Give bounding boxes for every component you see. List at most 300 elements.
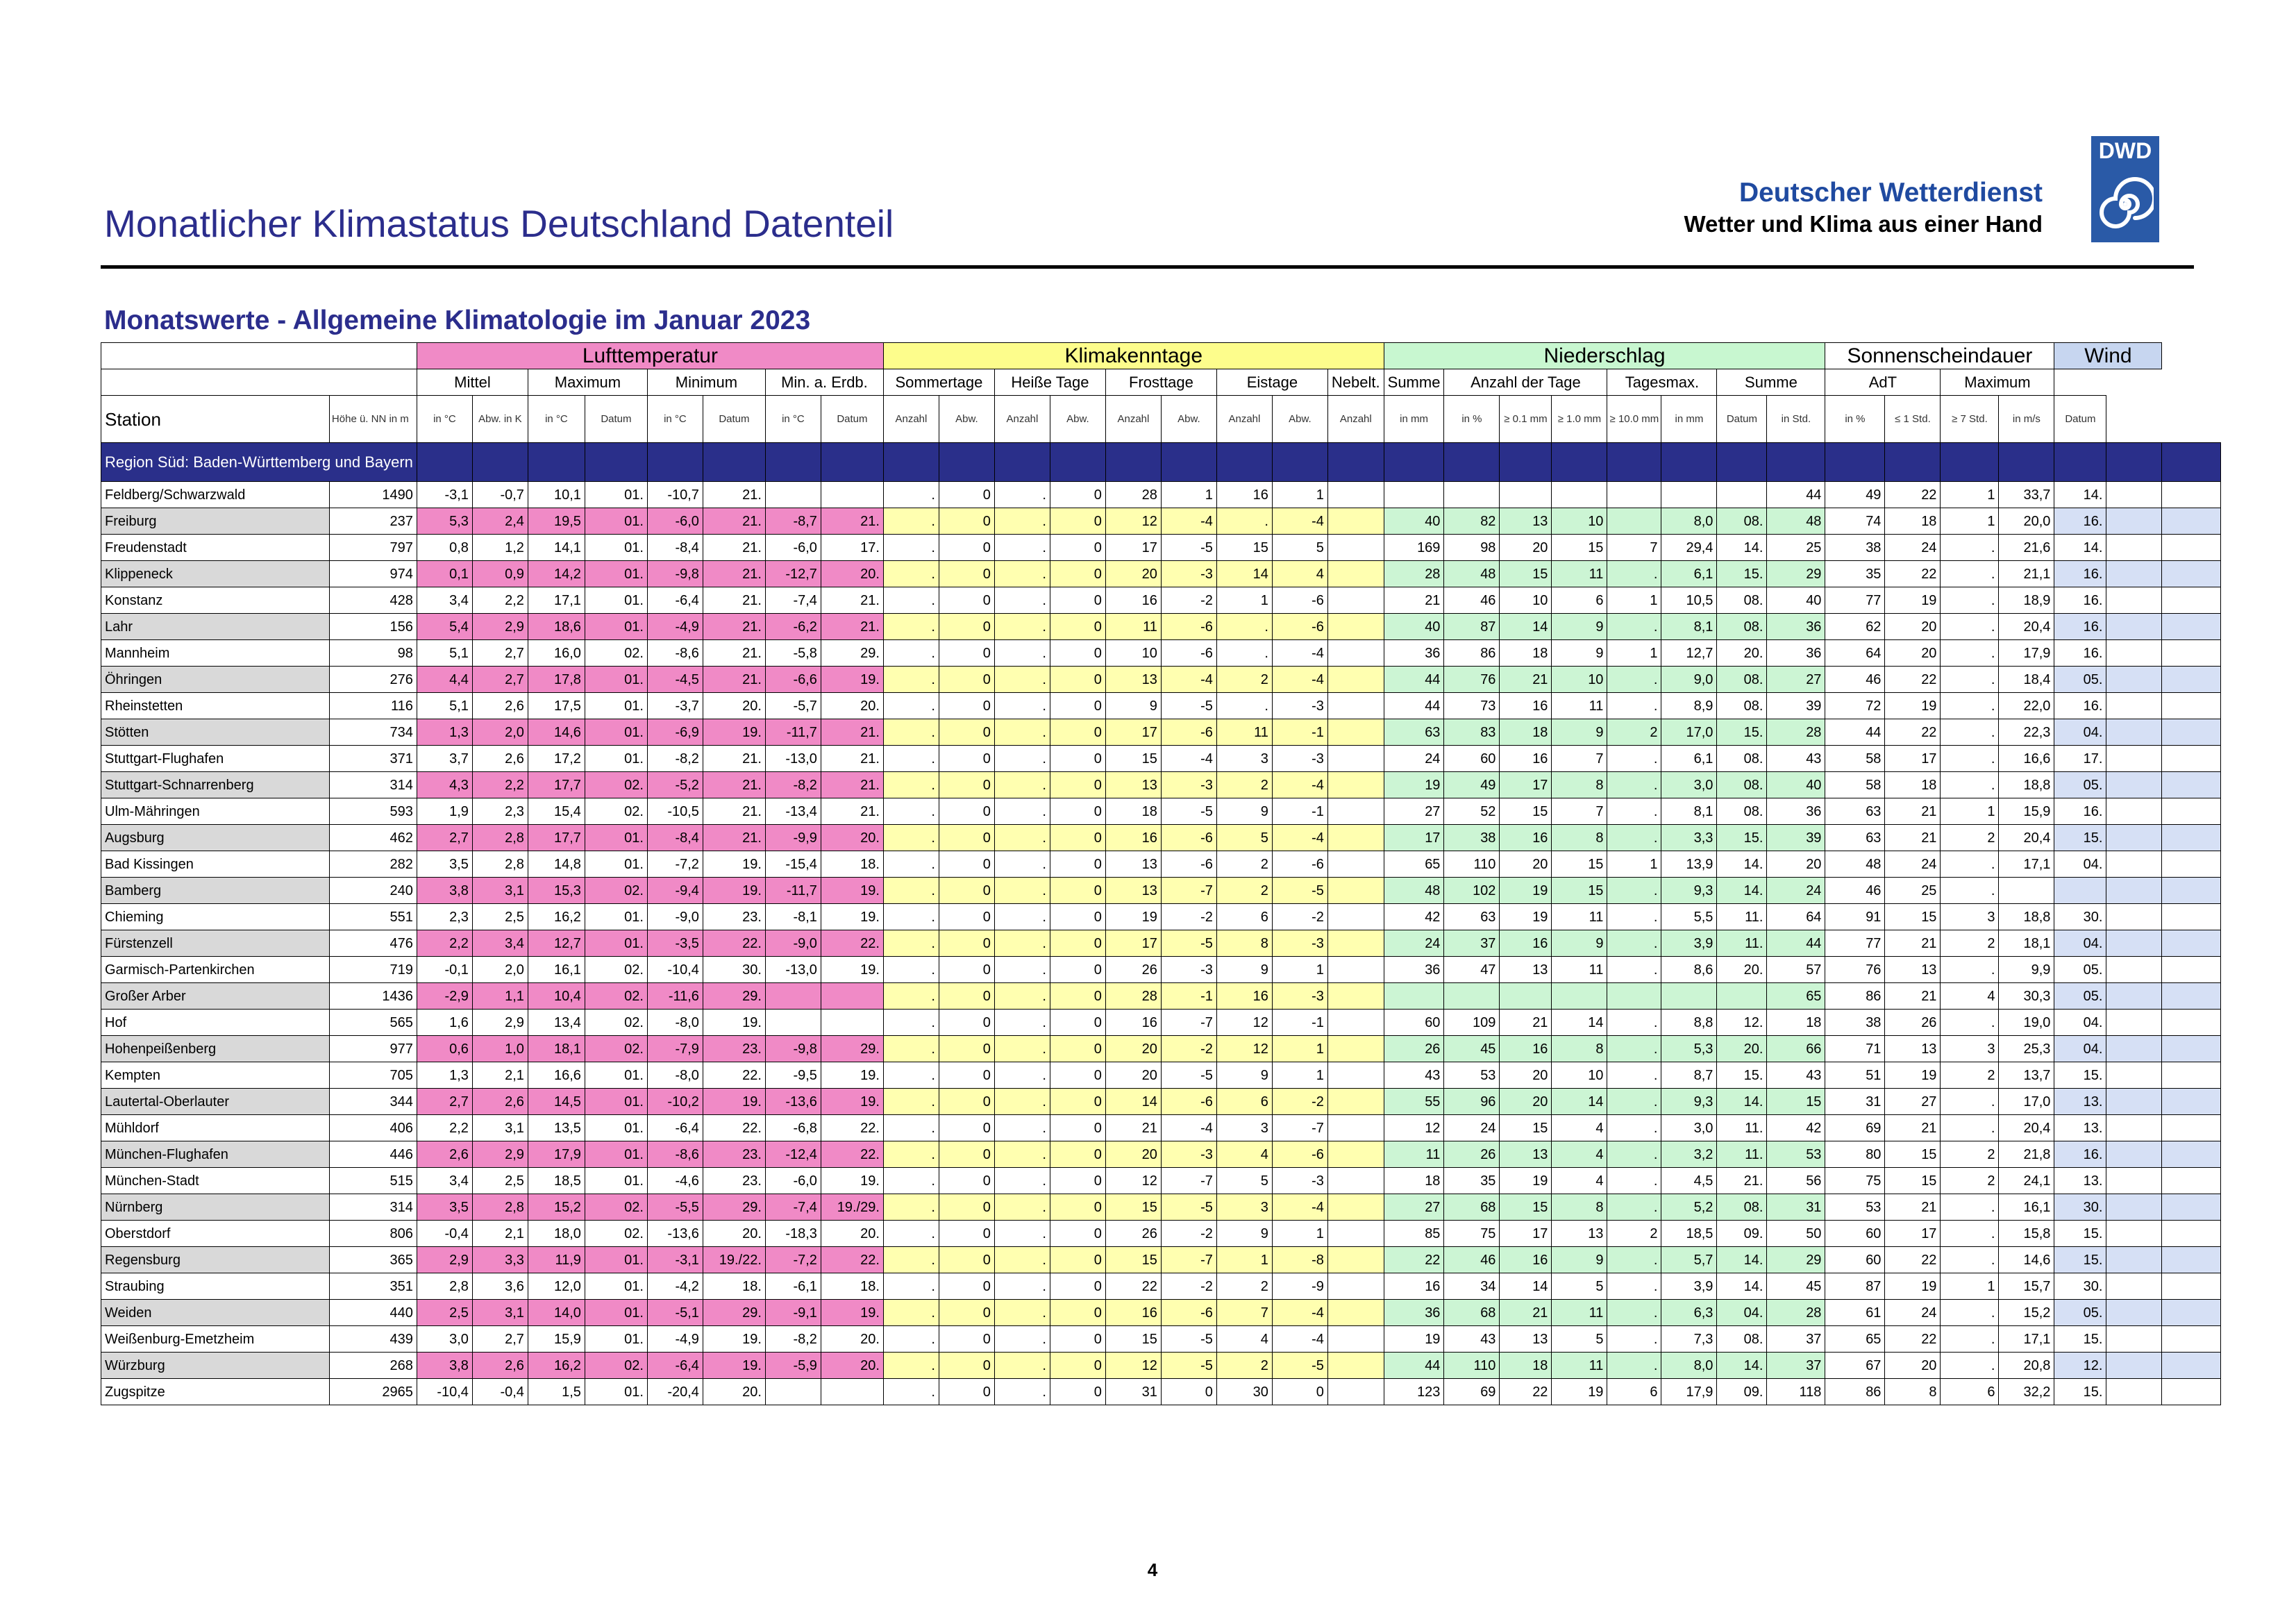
data-cell: 0 [939,798,994,825]
data-cell: -4 [1272,825,1327,851]
data-cell: 10 [1105,640,1161,667]
data-cell: . [994,930,1050,957]
table-row [101,957,2221,983]
data-cell: 0 [1272,1379,1327,1405]
data-cell: 20 [1500,851,1552,878]
data-cell: 19./22. [703,1247,765,1273]
data-cell: 11 [1552,957,1607,983]
data-cell: 01. [585,930,647,957]
data-cell [2162,1221,2221,1247]
data-cell: 02. [585,983,647,1010]
data-cell: -5 [1161,1062,1216,1089]
data-cell: 33,7 [1999,482,2054,508]
station-name: Öhringen [101,667,330,693]
data-cell: -0,1 [417,957,472,983]
data-cell: 26 [1885,1010,1941,1036]
data-cell: 20. [703,1221,765,1247]
data-cell [2106,1326,2162,1353]
data-cell: -7 [1272,1115,1327,1141]
data-cell: 4 [1941,983,1999,1010]
data-cell [2162,1326,2221,1353]
data-cell: -6 [1161,614,1216,640]
data-cell: . [1941,1115,1999,1141]
unit-header: Datum [585,396,647,443]
data-cell: 0 [939,1300,994,1326]
data-cell: 40 [1384,614,1444,640]
data-cell: 2,0 [472,719,528,746]
data-cell: 2,5 [472,1168,528,1194]
data-cell: . [883,1379,939,1405]
elevation-cell: 719 [329,957,417,983]
data-cell: 2,7 [417,825,472,851]
data-cell: -1 [1272,1010,1327,1036]
data-cell: 05. [2054,983,2106,1010]
data-cell: -4 [1272,772,1327,798]
data-cell: -4 [1272,1326,1327,1353]
station-name: Straubing [101,1273,330,1300]
data-cell: 64 [1767,904,1825,930]
data-cell: . [994,1089,1050,1115]
data-cell: 01. [585,719,647,746]
data-cell [2162,851,2221,878]
data-cell [2106,614,2162,640]
data-cell: 2,8 [417,1273,472,1300]
data-cell: . [1607,825,1661,851]
data-cell: 19 [1500,904,1552,930]
data-cell: 26 [1105,1221,1161,1247]
data-cell: -5 [1161,1326,1216,1353]
data-cell [2162,798,2221,825]
data-cell: 17 [1500,772,1552,798]
data-cell: 29. [703,1194,765,1221]
data-cell: 16 [1500,930,1552,957]
data-cell: 65 [1767,983,1825,1010]
data-cell: -6,4 [647,587,703,614]
data-cell: . [994,587,1050,614]
elevation-cell: 98 [329,640,417,667]
data-cell: 36 [1767,798,1825,825]
region-cell [939,443,994,482]
data-cell: 28 [1767,1300,1825,1326]
data-cell: 22 [1384,1247,1444,1273]
data-cell: 16,2 [528,1353,585,1379]
data-cell: 14,0 [528,1300,585,1326]
data-cell: 19. [821,1168,883,1194]
data-cell: 16. [2054,798,2106,825]
data-cell: 0 [1050,904,1105,930]
station-name: Rheinstetten [101,693,330,719]
data-cell: -10,7 [647,482,703,508]
data-cell: -6,0 [765,1168,821,1194]
table-row [101,1010,2221,1036]
data-cell: 1 [1272,1062,1327,1089]
data-cell: 02. [585,1036,647,1062]
data-cell: -7,2 [647,851,703,878]
region-cell [417,443,472,482]
data-cell: 23. [703,1036,765,1062]
data-cell [1327,667,1384,693]
data-cell: . [1941,640,1999,667]
elevation-cell: 156 [329,614,417,640]
data-cell [821,1379,883,1405]
data-cell: 20 [1500,1089,1552,1115]
data-cell: 16 [1216,482,1272,508]
data-cell: 49 [1825,482,1885,508]
data-cell: 31 [1767,1194,1825,1221]
data-cell: 15,2 [528,1194,585,1221]
data-cell: 0 [1050,825,1105,851]
data-cell: 2,2 [472,587,528,614]
data-cell: -4 [1272,508,1327,535]
data-cell: 16,2 [528,904,585,930]
data-cell: 14,5 [528,1089,585,1115]
data-cell: 20 [1105,1141,1161,1168]
data-cell: 08. [1717,772,1767,798]
station-name: München-Stadt [101,1168,330,1194]
region-cell [2162,443,2221,482]
data-cell: -6 [1272,614,1327,640]
data-cell: 01. [585,1089,647,1115]
data-cell: 6 [1941,1379,1999,1405]
data-cell: 21. [703,482,765,508]
data-cell: 21 [1384,587,1444,614]
data-cell: 110 [1444,851,1500,878]
subgroup-header: Summe [1717,369,1825,396]
data-cell: 10 [1552,667,1607,693]
data-cell [2162,1300,2221,1326]
subgroup-header: Eistage [1216,369,1327,396]
region-cell [1105,443,1161,482]
page-title: Monatlicher Klimastatus Deutschland Datenteil [104,202,894,245]
data-cell: -5,5 [647,1194,703,1221]
data-cell: . [1607,1062,1661,1089]
data-cell: -6,2 [765,614,821,640]
data-cell [1327,957,1384,983]
data-cell [2162,957,2221,983]
data-cell: 20,8 [1999,1353,2054,1379]
data-cell: 04. [2054,1036,2106,1062]
data-cell: 1 [1272,1221,1327,1247]
data-cell [1327,1353,1384,1379]
data-cell: 1 [1216,1247,1272,1273]
data-cell [2162,983,2221,1010]
station-name: Feldberg/Schwarzwald [101,482,330,508]
data-cell: 19. [821,1300,883,1326]
data-cell: 66 [1767,1036,1825,1062]
data-cell: 18,1 [1999,930,2054,957]
data-cell: 23. [703,1141,765,1168]
data-cell: . [883,851,939,878]
data-cell: -3,1 [417,482,472,508]
data-cell: 2 [1941,1141,1999,1168]
data-cell: 20 [1767,851,1825,878]
elevation-cell: 977 [329,1036,417,1062]
data-cell: 21 [1885,983,1941,1010]
data-cell: 10,5 [1661,587,1717,614]
data-cell [1552,983,1607,1010]
data-cell: 8,7 [1661,1062,1717,1089]
data-cell: . [1607,1247,1661,1273]
data-cell [765,482,821,508]
data-cell: 36 [1384,640,1444,667]
data-cell: 15 [1552,878,1607,904]
data-cell [2106,1221,2162,1247]
data-cell: 3,4 [417,587,472,614]
data-cell: 21. [821,772,883,798]
data-cell: 3,0 [417,1326,472,1353]
data-cell: . [883,1168,939,1194]
data-cell: 2,2 [417,1115,472,1141]
data-cell [2106,1379,2162,1405]
data-cell: 5,3 [417,508,472,535]
data-cell: -7 [1161,1168,1216,1194]
data-cell: 22 [1885,667,1941,693]
data-cell [2106,1089,2162,1115]
data-cell: -10,4 [647,957,703,983]
data-cell: . [883,746,939,772]
data-cell: 13 [1885,1036,1941,1062]
data-cell: 46 [1825,878,1885,904]
data-cell: 17 [1500,1221,1552,1247]
data-cell: 01. [585,904,647,930]
data-cell: 5 [1552,1326,1607,1353]
data-cell: 38 [1825,1010,1885,1036]
subgroup-header: Min. a. Erdb. [765,369,883,396]
data-cell: 12. [1717,1010,1767,1036]
data-cell: 69 [1825,1115,1885,1141]
station-name: Kempten [101,1062,330,1089]
data-cell: 19 [1384,772,1444,798]
data-cell: 0 [1050,1168,1105,1194]
data-cell: . [883,1089,939,1115]
data-cell: 18,8 [1999,904,2054,930]
data-cell [2106,1141,2162,1168]
data-cell: 0 [939,1379,994,1405]
data-cell [2106,1194,2162,1221]
data-cell: 01. [585,667,647,693]
elevation-cell: 440 [329,1300,417,1326]
data-cell: 61 [1825,1300,1885,1326]
data-cell: 19. [703,851,765,878]
station-name: Bad Kissingen [101,851,330,878]
region-cell [1384,443,1444,482]
data-cell: . [1941,719,1999,746]
data-cell: 38 [1825,535,1885,561]
data-cell: -5 [1161,930,1216,957]
data-cell: . [1941,1353,1999,1379]
data-cell: . [1941,878,1999,904]
data-cell: 18. [821,1273,883,1300]
data-cell: -6 [1161,1089,1216,1115]
unit-header: Abw. [1161,396,1216,443]
data-cell: 28 [1105,482,1161,508]
data-cell: 0 [1050,1221,1105,1247]
data-cell: -8 [1272,1247,1327,1273]
data-cell: . [883,878,939,904]
elevation-cell: 2965 [329,1379,417,1405]
table-row [101,1115,2221,1141]
data-cell: 15. [2054,1062,2106,1089]
data-cell: 13,4 [528,1010,585,1036]
data-cell: 30,3 [1999,983,2054,1010]
data-cell [2106,508,2162,535]
data-cell: . [883,1273,939,1300]
data-cell [2162,587,2221,614]
data-cell [1327,482,1384,508]
data-cell [2162,772,2221,798]
data-cell: 16. [2054,614,2106,640]
data-cell: 44 [1767,482,1825,508]
data-cell: 43 [1444,1326,1500,1353]
data-cell: 2,6 [417,1141,472,1168]
data-cell [1327,1141,1384,1168]
data-cell: 16. [2054,640,2106,667]
data-cell: 3,0 [1661,1115,1717,1141]
data-cell: 74 [1825,508,1885,535]
station-name: Augsburg [101,825,330,851]
unit-header: Abw. [1272,396,1327,443]
data-cell: -5 [1161,535,1216,561]
data-cell: 11 [1552,693,1607,719]
data-cell: 22. [703,1062,765,1089]
data-cell: -0,7 [472,482,528,508]
data-cell: 14,2 [528,561,585,587]
data-cell: 1 [1216,587,1272,614]
data-cell: 09. [1717,1221,1767,1247]
data-cell: . [994,535,1050,561]
data-cell: 24 [1767,878,1825,904]
data-cell: 20 [1500,535,1552,561]
data-cell: 5,3 [1661,1036,1717,1062]
data-cell: 21. [703,587,765,614]
data-cell: . [883,508,939,535]
data-cell: -4 [1272,640,1327,667]
data-cell: 58 [1825,746,1885,772]
data-cell: 4,4 [417,667,472,693]
data-cell: . [883,904,939,930]
data-cell: 15,4 [528,798,585,825]
data-cell: 16 [1384,1273,1444,1300]
data-cell: 21,6 [1999,535,2054,561]
data-cell: 21. [703,667,765,693]
data-cell: 13 [1500,1141,1552,1168]
data-cell: 01. [585,1115,647,1141]
data-cell: -8,4 [647,535,703,561]
data-cell: 11 [1552,1353,1607,1379]
data-cell: 0 [939,983,994,1010]
data-cell [1717,983,1767,1010]
data-cell: -2 [1161,904,1216,930]
data-cell: 15,2 [1999,1300,2054,1326]
data-cell: 01. [585,508,647,535]
data-cell [2162,1036,2221,1062]
data-cell: . [1607,693,1661,719]
data-cell: 18,5 [1661,1221,1717,1247]
data-cell: 3,4 [472,930,528,957]
data-cell: 10,1 [528,482,585,508]
data-cell: 16. [2054,508,2106,535]
elevation-cell: 351 [329,1273,417,1300]
data-cell: 9 [1105,693,1161,719]
header-rule [101,265,2194,269]
unit-header: Anzahl [883,396,939,443]
data-cell: . [994,798,1050,825]
data-cell: 29 [1767,1247,1825,1273]
data-cell: -6,0 [647,508,703,535]
table-row [101,1168,2221,1194]
data-cell [1327,930,1384,957]
data-cell: 22. [703,930,765,957]
data-cell: 2 [1941,1062,1999,1089]
elevation-cell: 428 [329,587,417,614]
data-cell: 11 [1552,561,1607,587]
data-cell [2106,1010,2162,1036]
data-cell: 12 [1105,1353,1161,1379]
data-cell: 36 [1384,957,1444,983]
data-cell: . [1607,1089,1661,1115]
data-cell [1327,1379,1384,1405]
data-cell: 19. [703,719,765,746]
elevation-cell: 974 [329,561,417,587]
data-cell: 19. [821,957,883,983]
data-cell: -8,2 [765,1326,821,1353]
data-cell: 65 [1384,851,1444,878]
data-cell: 0 [1050,1089,1105,1115]
data-cell: 02. [585,957,647,983]
data-cell: 11. [1717,1141,1767,1168]
data-cell [1327,614,1384,640]
data-cell: 17 [1105,719,1161,746]
data-cell [2106,825,2162,851]
data-cell: 23. [703,904,765,930]
data-cell: 20,4 [1999,1115,2054,1141]
data-cell: 2,7 [472,667,528,693]
data-cell: 0 [1161,1379,1216,1405]
station-name: Hohenpeißenberg [101,1036,330,1062]
data-cell: . [883,957,939,983]
data-cell [2106,930,2162,957]
data-cell [1661,482,1717,508]
data-cell: 0 [1050,1326,1105,1353]
data-cell: 09. [1717,1379,1767,1405]
data-cell: 2,4 [472,508,528,535]
region-cell [1607,443,1661,482]
data-cell: . [1607,957,1661,983]
data-cell [2162,1194,2221,1221]
data-cell: . [883,825,939,851]
data-cell: -4,5 [647,667,703,693]
data-cell: -9,5 [765,1062,821,1089]
data-cell: 17,0 [1999,1089,2054,1115]
data-cell: . [994,957,1050,983]
data-cell: 169 [1384,535,1444,561]
data-cell: . [1607,1036,1661,1062]
data-cell: 39 [1767,693,1825,719]
data-cell: 22. [821,1141,883,1168]
data-cell: 13 [1885,957,1941,983]
data-cell: 29. [703,983,765,1010]
data-cell [2106,1062,2162,1089]
data-cell [1552,482,1607,508]
data-cell: 2,9 [472,614,528,640]
data-cell: 18,1 [528,1036,585,1062]
data-cell: 20. [821,1326,883,1353]
data-cell: 14,8 [528,851,585,878]
data-cell: 0 [939,1353,994,1379]
data-cell: 2,6 [472,1089,528,1115]
data-cell: . [1607,561,1661,587]
data-cell: . [883,772,939,798]
